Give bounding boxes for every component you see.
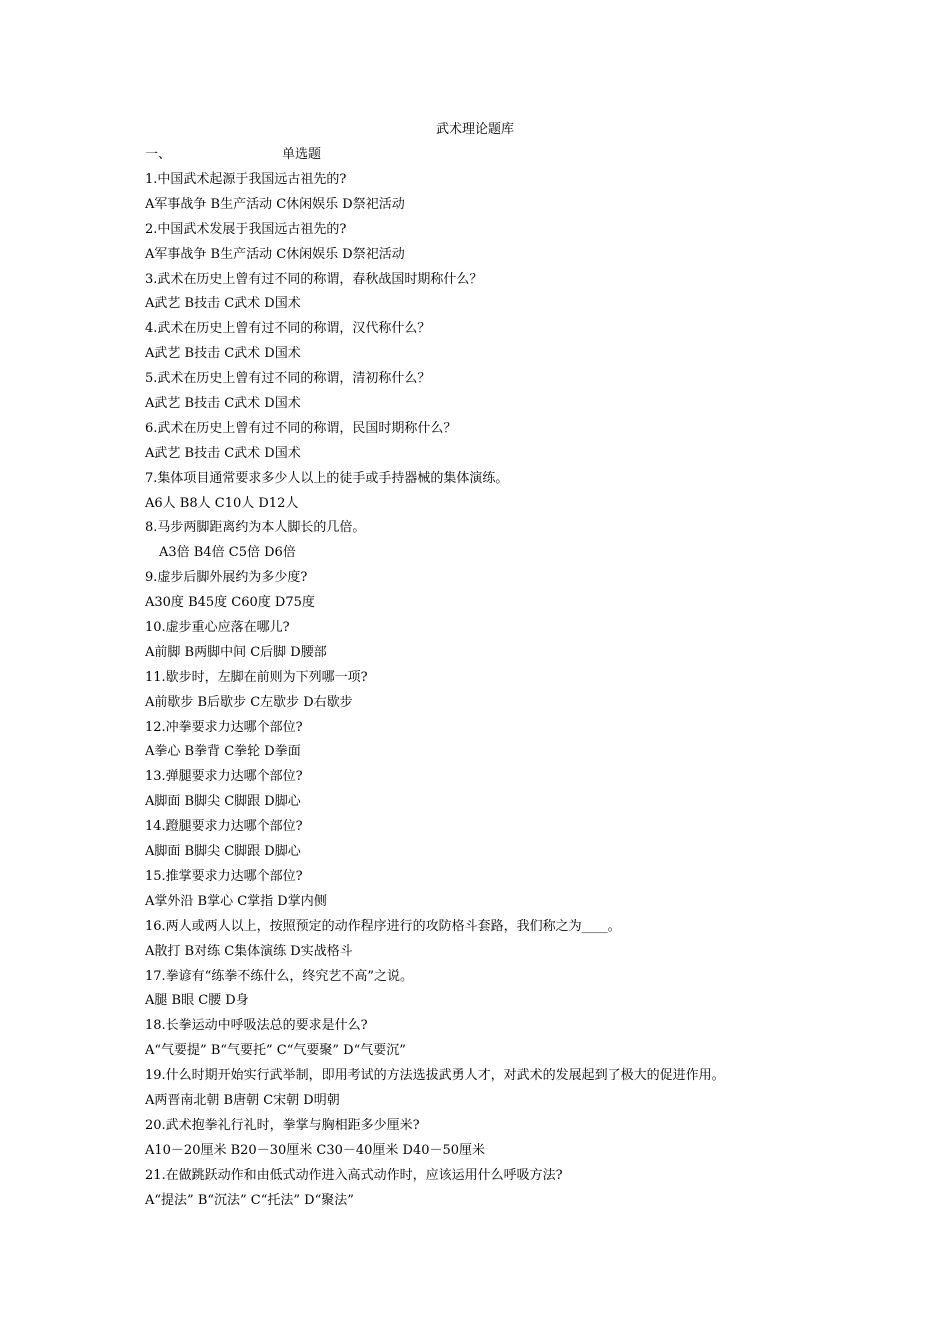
options-6: A武艺 B技击 C武术 D国术 — [145, 445, 301, 461]
options-11: A前歇步 B后歇步 C左歇步 D右歇步 — [145, 694, 353, 710]
options-19: A两晋南北朝 B唐朝 C宋朝 D明朝 — [145, 1092, 340, 1108]
options-10: A前脚 B两脚中间 C后脚 D腰部 — [145, 644, 327, 660]
options-12: A拳心 B拳背 C拳轮 D拳面 — [145, 744, 301, 760]
section-heading — [145, 145, 321, 165]
options-7: A6人 B8人 C10人 D12人 — [145, 495, 299, 511]
question-5: 5.武术在历史上曾有过不同的称谓，清初称什么？ — [145, 371, 431, 387]
options-1: A军事战争 B生产活动 C休闲娱乐 D祭祀活动 — [145, 196, 405, 212]
question-13: 13.弹腿要求力达哪个部位? — [145, 769, 303, 785]
question-4: 4.武术在历史上曾有过不同的称谓，汉代称什么？ — [145, 321, 431, 337]
options-16: A散打 B对练 C集体演练 D实战格斗 — [145, 943, 353, 959]
question-21: 21.在做跳跃动作和由低式动作进入高式动作时，应该运用什么呼吸方法? — [145, 1167, 563, 1183]
question-6: 6.武术在历史上曾有过不同的称谓，民国时期称什么？ — [145, 420, 457, 436]
question-1: 1.中国武术起源于我国远古祖先的? — [145, 172, 347, 187]
question-3: 3.武术在历史上曾有过不同的称谓，春秋战国时期称什么？ — [145, 271, 483, 287]
question-15: 15.推掌要求力达哪个部位? — [145, 868, 303, 884]
options-2: A军事战争 B生产活动 C休闲娱乐 D祭祀活动 — [145, 246, 405, 262]
options-4: A武艺 B技击 C武术 D国术 — [145, 346, 301, 362]
question-16: 16.两人或两人以上，按照预定的动作程序进行的攻防格斗套路，我们称之为____。 — [145, 918, 621, 934]
question-12: 12.冲拳要求力达哪个部位? — [145, 719, 303, 735]
options-5: A武艺 B技击 C武术 D国术 — [145, 396, 301, 412]
document-title: 武术理论题库 — [435, 122, 514, 137]
options-21: A“提法” B“沉法” C“托法” D“聚法” — [145, 1192, 354, 1208]
options-14: A脚面 B脚尖 C脚跟 D脚心 — [145, 844, 301, 860]
question-20: 20.武术抱拳礼行礼时，拳掌与胸相距多少厘米? — [145, 1117, 420, 1133]
section-number: 一、 — [145, 147, 172, 162]
question-19: 19.什么时期开始实行武举制，即用考试的方法选拔武勇人才，对武术的发展起到了极大的促进作用。 — [145, 1068, 725, 1084]
options-13: A脚面 B脚尖 C脚跟 D脚心 — [145, 794, 301, 810]
options-15: A掌外沿 B掌心 C掌指 D掌内侧 — [145, 893, 327, 909]
options-17: A腿 B眼 C腰 D身 — [145, 993, 249, 1009]
question-7: 7.集体项目通常要求多少人以上的徒手或手持器械的集体演练。 — [145, 470, 509, 486]
question-18: 18.长拳运动中呼吸法总的要求是什么? — [145, 1018, 368, 1034]
question-2: 2.中国武术发展于我国远古祖先的? — [145, 221, 347, 237]
question-9: 9.虚步后脚外展约为多少度? — [145, 570, 308, 586]
options-18: A“气要提” B“气要托” C“气要聚” D“气要沉” — [145, 1043, 406, 1059]
section-title: 单选题 — [282, 147, 322, 162]
question-8: 8.马步两脚距离约为本人脚长的几倍。 — [145, 520, 366, 536]
options-3: A武艺 B技击 C武术 D国术 — [145, 296, 301, 312]
question-14: 14.蹬腿要求力达哪个部位? — [145, 819, 303, 835]
options-8: A3倍 B4倍 C5倍 D6倍 — [159, 545, 296, 561]
options-20: A10－20厘米 B20－30厘米 C30－40厘米 D40－50厘米 — [145, 1142, 486, 1158]
question-11: 11.歇步时，左脚在前则为下列哪一项? — [145, 669, 368, 685]
question-17: 17.拳谚有“练拳不练什么，终究艺不高”之说。 — [145, 968, 413, 984]
question-list — [145, 170, 865, 1215]
options-9: A30度 B45度 C60度 D75度 — [145, 595, 315, 611]
question-10: 10.虚步重心应落在哪儿? — [145, 620, 290, 636]
